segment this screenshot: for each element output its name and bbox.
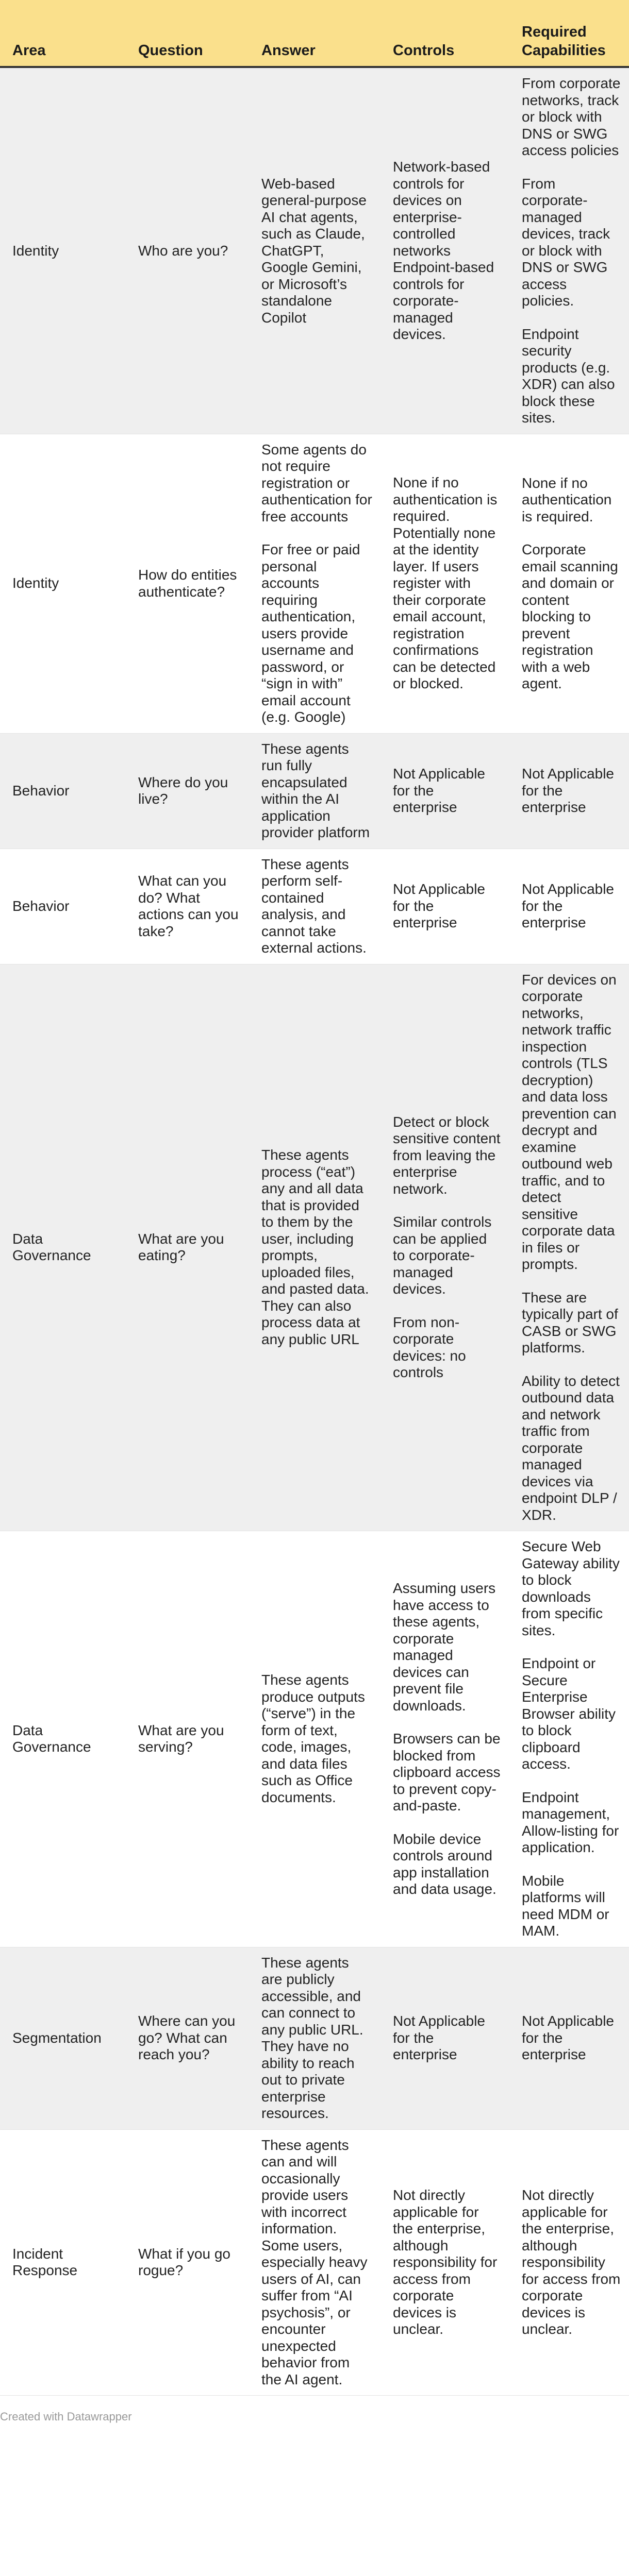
cell-area: Segmentation (12, 2029, 102, 2046)
cell-capabilities-paragraph: For devices on corporate networks, network traffic inspection controls (TLS decryption) and data loss prevention can decrypt and examine outbound web traffic, and to detect sensitive corporate data in files or prompts. (522, 971, 617, 1272)
cell-capabilities (509, 964, 629, 1531)
table-header (0, 0, 629, 67)
cell-controls-paragraph: Similar controls can be applied to corporate-managed devices. (393, 1214, 492, 1297)
header-answer: Answer (249, 0, 380, 67)
cell-question: What are you serving? (138, 1722, 224, 1755)
footer-credit: Created with Datawrapper (0, 2410, 132, 2423)
cell-question: How do entities authenticate? (138, 567, 237, 600)
cell-controls-paragraph: Browsers can be blocked from clipboard access to prevent copy-and-paste. (393, 1731, 501, 1814)
cell-question: Where can you go? What can reach you? (138, 2013, 236, 2063)
table-row (0, 434, 629, 733)
table-row (0, 67, 629, 434)
cell-controls-paragraph: Not directly applicable for the enterprise, although responsibility for access from corporate devices is unclear. (393, 2187, 498, 2337)
cell-capabilities-paragraph: These are typically part of CASB or SWG platforms. (522, 1289, 618, 1355)
cell-answer-paragraph: For free or paid personal accounts requiring authentication, users provide username and password, or “sign in with” email account (e.g. Google) (261, 541, 360, 725)
cell-area: Data Governance (12, 1722, 91, 1755)
cell-controls (380, 733, 509, 849)
cell-answer-paragraph: These agents are publicly accessible, and can connect to any public URL. They have no ability to reach out to private enterprise resources. (261, 1954, 363, 2121)
cell-answer-paragraph: Some agents do not require registration or authentication for free accounts (261, 441, 372, 524)
table-row (0, 733, 629, 849)
cell-answer (249, 849, 380, 964)
cell-capabilities (509, 1531, 629, 1947)
cell-controls (380, 1947, 509, 2129)
cell-capabilities (509, 434, 629, 733)
cell-capabilities-paragraph: Endpoint security products (e.g. XDR) can also block these sites. (522, 326, 615, 426)
cell-answer (249, 434, 380, 733)
cell-controls (380, 2129, 509, 2396)
cell-controls (380, 849, 509, 964)
cell-capabilities (509, 67, 629, 434)
cell-controls-paragraph: Not Applicable for the enterprise (393, 881, 486, 931)
cell-controls (380, 1531, 509, 1947)
cell-answer (249, 67, 380, 434)
table-row (0, 1947, 629, 2129)
cell-controls-paragraph: Network-based controls for devices on enterprise-controlled networks Endpoint-based controls for corporate-managed devices. (393, 159, 494, 342)
cell-capabilities-paragraph: Corporate email scanning and domain or content blocking to prevent registration with a web agent. (522, 541, 618, 691)
cell-capabilities-paragraph: Mobile platforms will need MDM or MAM. (522, 1872, 609, 1939)
cell-capabilities-paragraph: From corporate-managed devices, track or block with DNS or SWG access policies. (522, 175, 610, 309)
cell-area: Identity (12, 242, 59, 259)
cell-capabilities-paragraph: None if no authentication is required. (522, 474, 612, 524)
cell-answer-paragraph: These agents perform self-contained analysis, and cannot take external actions. (261, 856, 367, 956)
table-row (0, 849, 629, 964)
cell-answer (249, 1531, 380, 1947)
cell-capabilities (509, 1947, 629, 2129)
cell-controls (380, 964, 509, 1531)
cell-area: Behavior (12, 897, 70, 914)
cell-capabilities (509, 733, 629, 849)
cell-question: Who are you? (138, 242, 228, 259)
cell-capabilities-paragraph: Not Applicable for the enterprise (522, 881, 615, 931)
cell-area: Behavior (12, 782, 70, 799)
cell-controls-paragraph: From non-corporate devices: no controls (393, 1314, 466, 1381)
cell-capabilities (509, 2129, 629, 2396)
table-row (0, 964, 629, 1531)
cell-capabilities-paragraph: Not directly applicable for the enterprise, although responsibility for access from corporate devices is unclear. (522, 2187, 621, 2337)
cell-capabilities-paragraph: From corporate networks, track or block with DNS or SWG access policies (522, 75, 621, 158)
cell-answer (249, 1947, 380, 2129)
header-area: Area (0, 0, 126, 67)
cell-controls-paragraph: None if no authentication is required. Potentially none at the identity layer. If users register with their corporate email account, registration confirmations can be detected or blocked. (393, 474, 498, 692)
cell-area: Incident Response (12, 2245, 78, 2279)
cell-question: What can you do? What actions can you take? (138, 873, 239, 939)
cell-area: Identity (12, 575, 59, 591)
cell-controls-paragraph: Mobile device controls around app installation and data usage. (393, 1831, 496, 1897)
cell-question: Where do you live? (138, 774, 228, 807)
cell-controls-paragraph: Detect or block sensitive content from leaving the enterprise network. (393, 1113, 501, 1197)
cell-answer-paragraph: These agents produce outputs (“serve”) in the form of text, code, images, and data files such as Office documents. (261, 1672, 365, 1805)
cell-answer (249, 964, 380, 1531)
cell-answer (249, 2129, 380, 2396)
cell-capabilities-paragraph: Not Applicable for the enterprise (522, 766, 615, 816)
cell-controls-paragraph: Not Applicable for the enterprise (393, 2013, 486, 2063)
header-required-capabilities: Required Capabilities (509, 0, 629, 67)
cell-controls (380, 67, 509, 434)
cell-answer (249, 733, 380, 849)
table-row (0, 2129, 629, 2396)
cell-capabilities-paragraph: Not Applicable for the enterprise (522, 2013, 615, 2063)
cell-capabilities-paragraph: Ability to detect outbound data and network traffic from corporate managed devices via endpoint DLP / XDR. (522, 1372, 620, 1523)
cell-area: Data Governance (12, 1230, 91, 1264)
table-body (0, 67, 629, 2396)
header-row (0, 0, 629, 67)
header-controls: Controls (380, 0, 509, 67)
cell-question: What if you go rogue? (138, 2245, 230, 2279)
cell-answer-paragraph: These agents process (“eat”) any and all data that is provided to them by the user, including prompts, uploaded files, and pasted data. They can also process data at any public URL (261, 1147, 369, 1347)
header-question: Question (126, 0, 249, 67)
cell-capabilities-paragraph: Secure Web Gateway ability to block downloads from specific sites. (522, 1538, 620, 1638)
cell-controls-paragraph: Not Applicable for the enterprise (393, 766, 486, 816)
cell-capabilities-paragraph: Endpoint or Secure Enterprise Browser ability to block clipboard access. (522, 1655, 616, 1772)
cell-capabilities (509, 849, 629, 964)
cell-answer-paragraph: Web-based general-purpose AI chat agents, such as Claude, ChatGPT, Google Gemini, or Microsoft’s standalone Copilot (261, 175, 367, 326)
cell-controls (380, 434, 509, 733)
cell-answer-paragraph: These agents run fully encapsulated within the AI application provider platform (261, 740, 370, 840)
cell-capabilities-paragraph: Endpoint management, Allow-listing for application. (522, 1789, 619, 1855)
cell-controls-paragraph: Assuming users have access to these agents, corporate managed devices can prevent file downloads. (393, 1580, 496, 1714)
cell-answer-paragraph: These agents can and will occasionally provide users with incorrect information. Some users, especially heavy users of AI, can suffer from “AI psychosis”, or encounter unexpected behavior from the AI agent. (261, 2137, 368, 2387)
table-row (0, 1531, 629, 1947)
cell-question: What are you eating? (138, 1230, 224, 1264)
